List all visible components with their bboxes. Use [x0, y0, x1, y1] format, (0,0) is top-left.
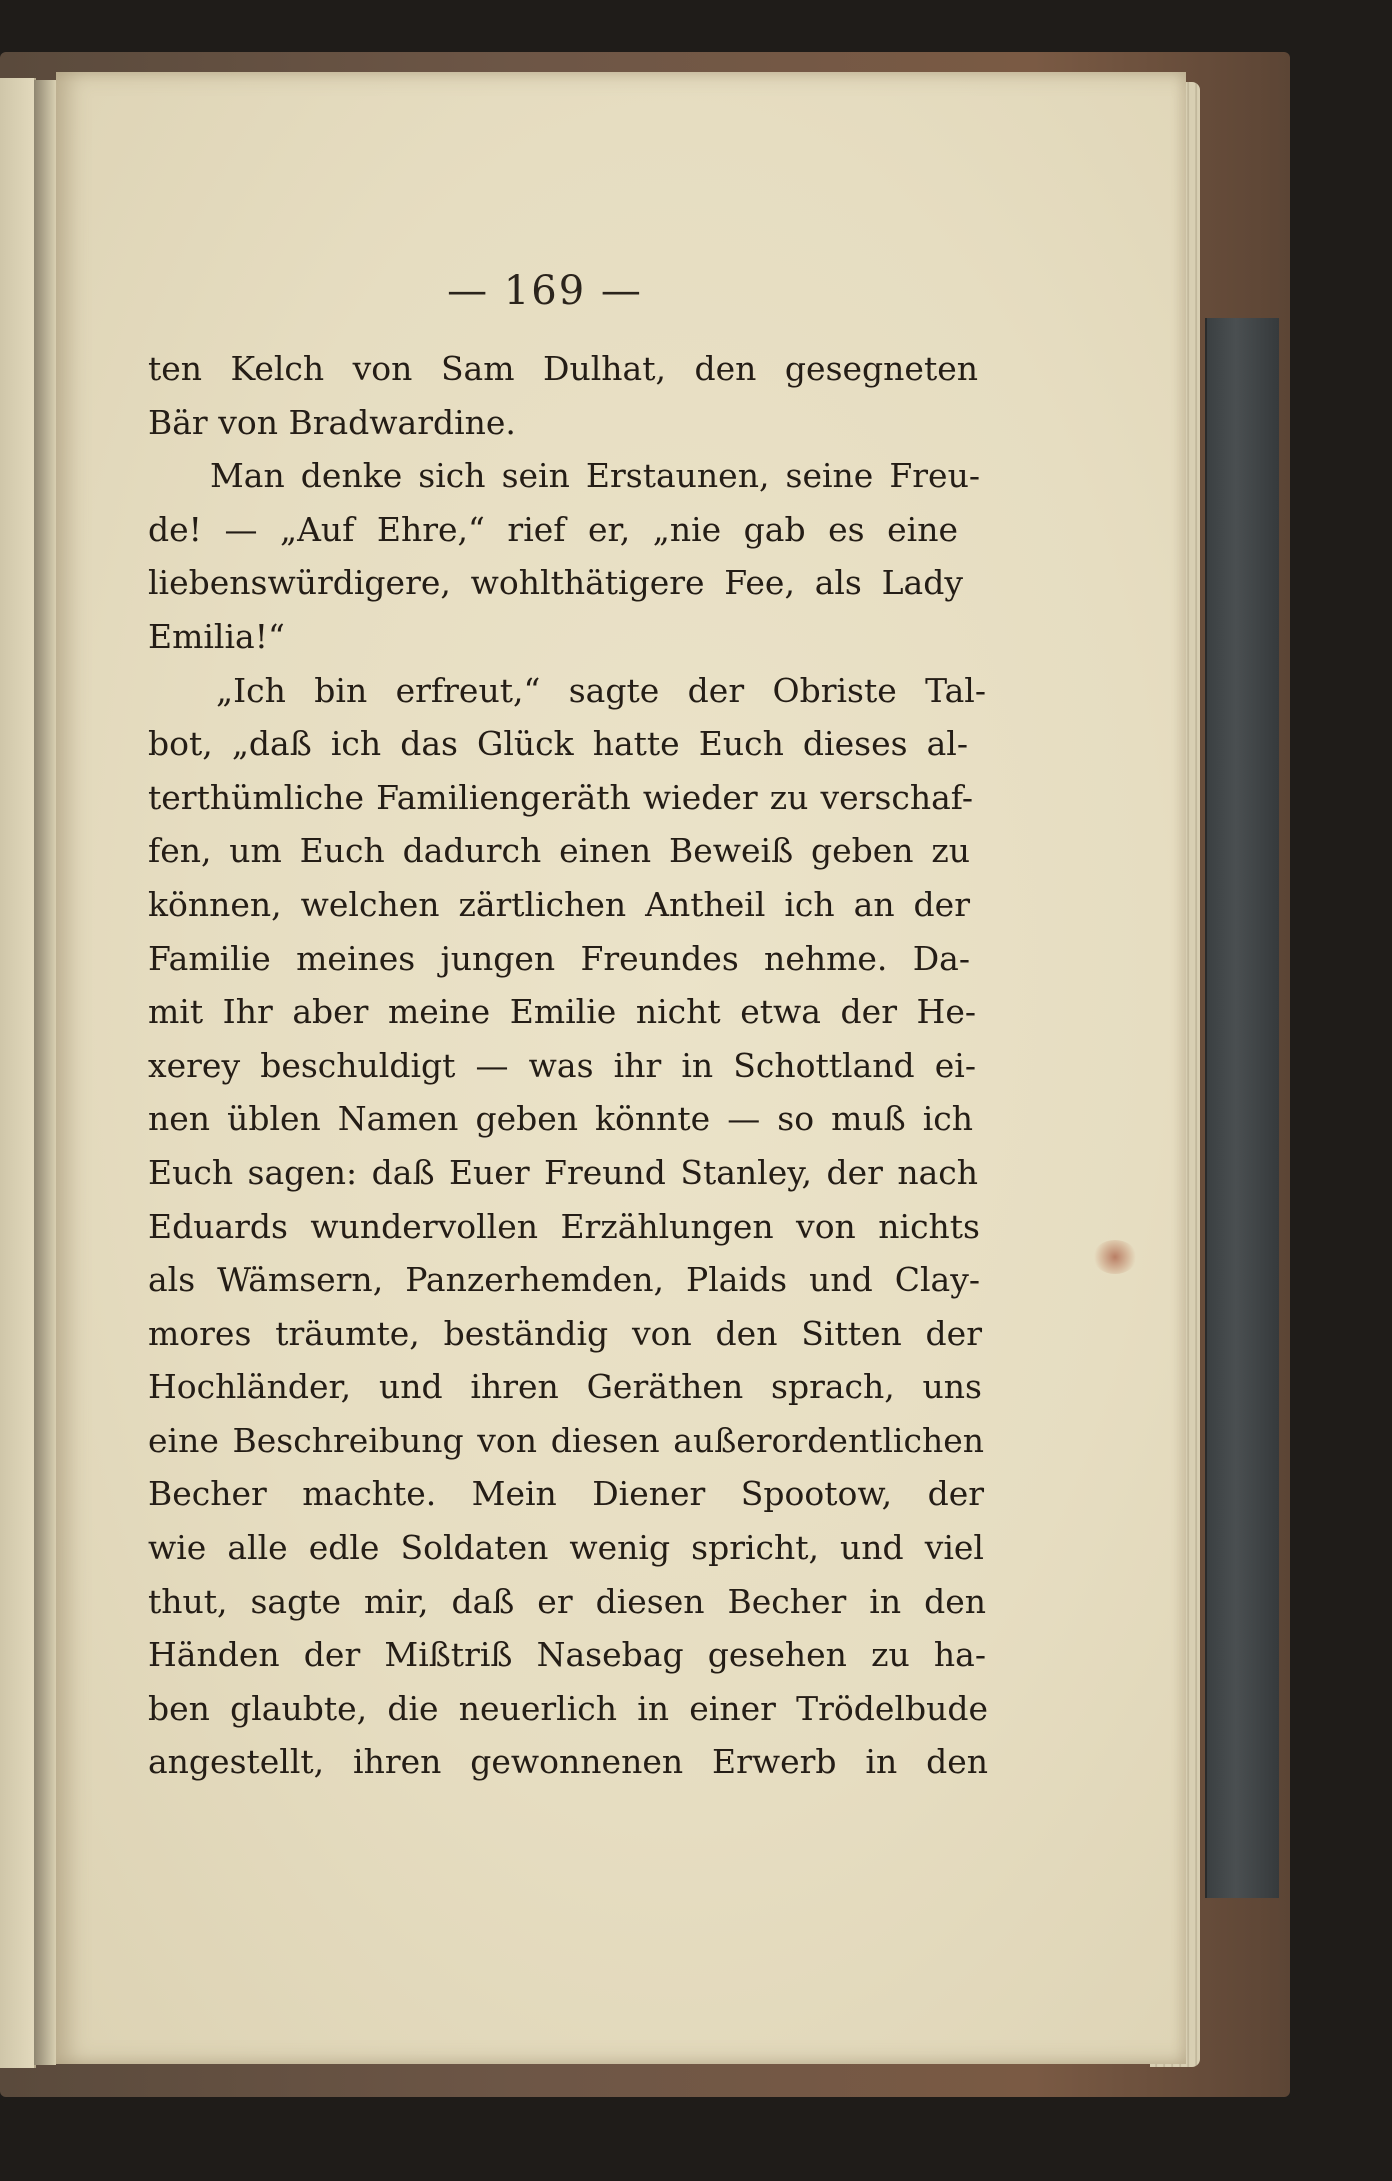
- text-line: Familie meines jungen Freundes nehme. Da-: [148, 938, 970, 978]
- text-line: nen üblen Namen geben könnte — so muß ich: [148, 1099, 973, 1139]
- gutter-shadow: [34, 80, 56, 2065]
- text-line: thut, sagte mir, daß er diesen Becher in den: [148, 1581, 986, 1621]
- text-line: Emilia!“: [148, 616, 285, 656]
- text-line: Euch sagen: daß Euer Freund Stanley, der nach: [148, 1152, 978, 1192]
- text-line: fen, um Euch dadurch einen Beweiß geben zu: [148, 831, 970, 871]
- text-line: ten Kelch von Sam Dulhat, den gesegneten: [148, 349, 978, 388]
- text-line: können, welchen zärtlichen Antheil ich an der: [148, 884, 970, 924]
- text-line: angestellt, ihren gewonnenen Erwerb in den: [148, 1742, 988, 1782]
- text-line: eine Beschreibung von diesen außerordentlichen: [148, 1420, 984, 1460]
- text-line: mores träumte, beständig von den Sitten der: [148, 1313, 982, 1353]
- body-text: [148, 342, 990, 1789]
- text-line: „Ich bin erfreut,“ sagte der Obriste Tal-: [216, 670, 986, 710]
- text-line: wie alle edle Soldaten wenig spricht, und viel: [148, 1528, 984, 1568]
- facing-page-edge: [0, 78, 36, 2068]
- text-line: Becher machte. Mein Diener Spootow, der: [148, 1474, 984, 1514]
- text-line: Bär von Bradwardine.: [148, 402, 516, 442]
- text-line: Man denke sich sein Erstaunen, seine Freu-: [210, 456, 980, 496]
- text-line: Hochländer, und ihren Geräthen sprach, uns: [148, 1367, 982, 1407]
- text-line: terthümliche Familiengeräth wieder zu verschaf-: [148, 777, 973, 817]
- foxing-stain: [1093, 1240, 1137, 1274]
- cover-binding-strip: [1205, 318, 1279, 1898]
- text-line: mit Ihr aber meine Emilie nicht etwa der He-: [148, 992, 976, 1032]
- text-line: bot, „daß ich das Glück hatte Euch dieses al-: [148, 724, 968, 764]
- text-line: als Wämsern, Panzerhemden, Plaids und Clay-: [148, 1260, 980, 1300]
- text-line: liebenswürdigere, wohlthätigere Fee, als Lady: [148, 563, 963, 603]
- text-line: Händen der Mißtriß Nasebag gesehen zu ha-: [148, 1635, 986, 1675]
- text-line: xerey beschuldigt — was ihr in Schottland ei-: [148, 1045, 976, 1085]
- page-number: — 169 —: [447, 268, 643, 314]
- text-line: Eduards wundervollen Erzählungen von nichts: [148, 1206, 980, 1246]
- text-line: de! — „Auf Ehre,“ rief er, „nie gab es eine: [148, 509, 958, 549]
- text-line: ben glaubte, die neuerlich in einer Trödelbude: [148, 1688, 988, 1728]
